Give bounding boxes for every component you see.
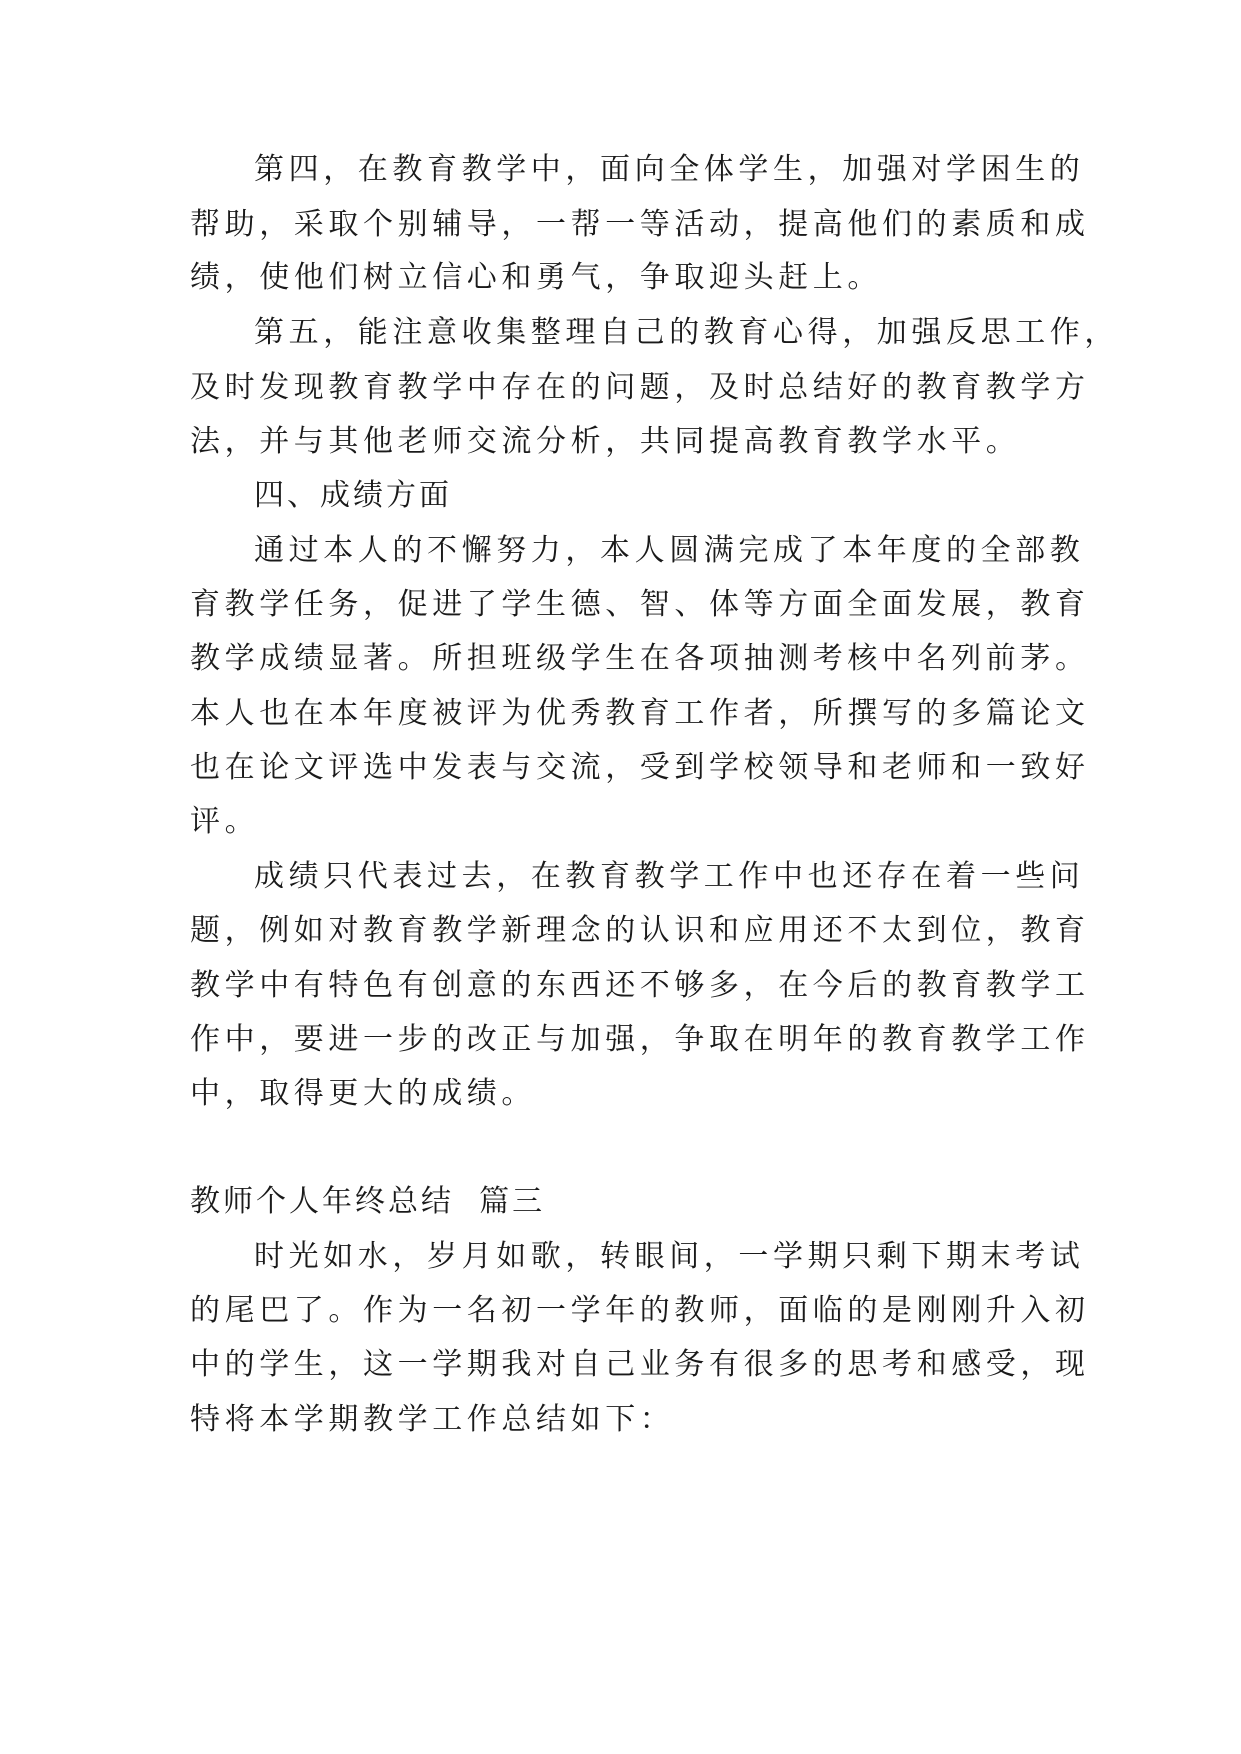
paragraph-line: 评。 — [190, 804, 260, 839]
paragraph-line: 也在论文评选中发表与交流，受到学校领导和老师和一致好 — [190, 750, 1090, 785]
paragraph-line: 帮助，采取个别辅导，一帮一等活动，提高他们的素质和成 — [190, 207, 1090, 242]
paragraph-line: 的尾巴了。作为一名初一学年的教师，面临的是刚刚升入初 — [190, 1293, 1090, 1328]
paragraph-line: 通过本人的不懈努力，本人圆满完成了本年度的全部教 — [254, 533, 1085, 568]
paragraph-line: 本人也在本年度被评为优秀教育工作者，所撰写的多篇论文 — [190, 696, 1090, 731]
paragraph-line: 育教学任务，促进了学生德、智、体等方面全面发展，教育 — [190, 587, 1090, 622]
paragraph-line: 中的学生，这一学期我对自己业务有很多的思考和感受，现 — [190, 1347, 1090, 1382]
section-heading: 四、成绩方面 — [254, 478, 452, 513]
paragraph-line: 及时发现教育教学中存在的问题，及时总结好的教育教学方 — [190, 370, 1090, 405]
section-title: 教师个人年终总结 篇三 — [190, 1184, 546, 1219]
paragraph-line: 特将本学期教学工作总结如下： — [190, 1402, 675, 1437]
paragraph-line: 法，并与其他老师交流分析，共同提高教育教学水平。 — [190, 424, 1021, 459]
paragraph-line: 教学成绩显著。所担班级学生在各项抽测考核中名列前茅。 — [190, 641, 1090, 676]
paragraph-line: 绩，使他们树立信心和勇气，争取迎头赶上。 — [190, 260, 882, 295]
paragraph-line: 题，例如对教育教学新理念的认识和应用还不太到位，教育 — [190, 913, 1090, 948]
paragraph-line: 第五，能注意收集整理自己的教育心得，加强反思工作， — [254, 315, 1119, 350]
paragraph-line: 时光如水，岁月如歌，转眼间，一学期只剩下期末考试 — [254, 1239, 1085, 1274]
paragraph-line: 教学中有特色有创意的东西还不够多，在今后的教育教学工 — [190, 968, 1090, 1003]
paragraph-line: 成绩只代表过去，在教育教学工作中也还存在着一些问 — [254, 859, 1085, 894]
paragraph-line: 中，取得更大的成绩。 — [190, 1076, 536, 1111]
paragraph-line: 第四，在教育教学中，面向全体学生，加强对学困生的 — [254, 152, 1085, 187]
paragraph-line: 作中，要进一步的改正与加强，争取在明年的教育教学工作 — [190, 1022, 1090, 1057]
